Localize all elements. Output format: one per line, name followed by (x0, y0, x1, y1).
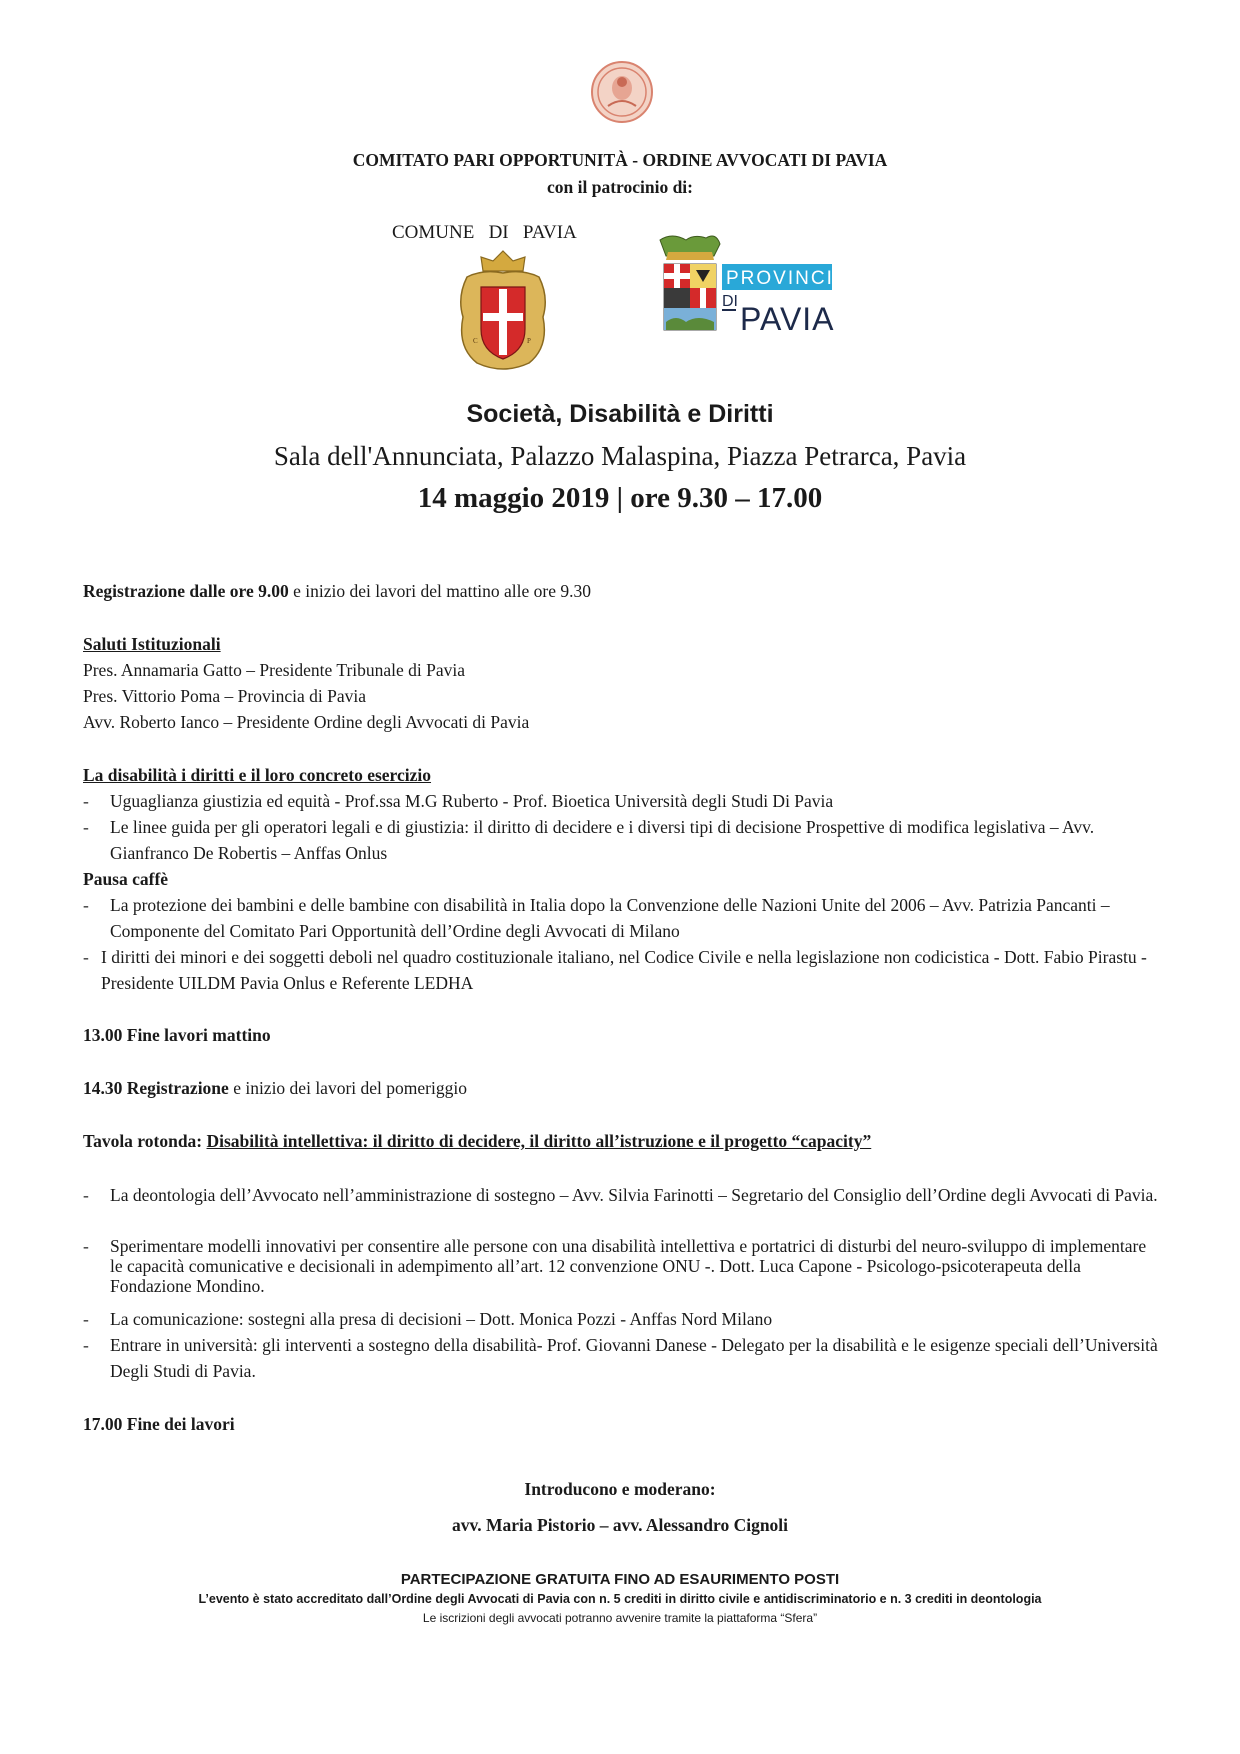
program-item: - Le linee guida per gli operatori legali e di giustizia: il diritto di decidere e i diversi tipi di decisione Prospettive di modifica legislativa – Avv. Gianfranco De Robertis – Anffas Onlus (83, 817, 1095, 863)
program-item: - Sperimentare modelli innovativi per consentire alle persone con una disabilità intellettiva e portatrici di disturbi del neuro-sviluppo di implementare le capacità comunicative e decisionali in adempimento all’art. 12 convenzione ONU -. Dott. Luca Capone - Psicologo-psicoterapeuta della Fondazione Mondino. (83, 1236, 1147, 1296)
coffee-break: Pausa caffè (83, 869, 169, 889)
program-item: - La protezione dei bambini e delle bambine con disabilità in Italia dopo la Convenzione delle Nazioni Unite del 2006 – Avv. Patrizia Pancanti – Componente del Comitato Pari Opportunità dell’Ordine degli Avvocati di Milano (83, 895, 1110, 941)
provincia-text: PROVINCIA (726, 268, 849, 289)
program-item: - La deontologia dell’Avvocato nell’amministrazione di sostegno – Avv. Silvia Farinotti – Segretario del Consiglio dell’Ordine degli Avvocati di Pavia. (83, 1185, 1158, 1205)
svg-text:P: P (527, 337, 531, 345)
greeting-item: Pres. Vittorio Poma – Provincia di Pavia (83, 686, 366, 706)
program-item: - Uguaglianza giustizia ed equità - Prof.ssa M.G Ruberto - Prof. Bioetica Università degli Studi Di Pavia (83, 791, 834, 811)
greetings-heading: Saluti Istituzionali (83, 634, 221, 654)
svg-text:PAVIA: PAVIA (740, 301, 835, 337)
program-item: - La comunicazione: sostegni alla presa di decisioni – Dott. Monica Pozzi - Anffas Nord Milano (83, 1309, 773, 1329)
comune-label: COMUNE DI PAVIA (392, 222, 577, 243)
greeting-item: Avv. Roberto Ianco – Presidente Ordine degli Avvocati di Pavia (83, 712, 530, 732)
morning-registration-bold: Registrazione dalle ore 9.00 (83, 581, 289, 601)
provincia-pavia-logo (654, 234, 849, 338)
accreditation-note: L’evento è stato accreditato dall’Ordine degli Avvocati di Pavia con n. 5 crediti in diritto civile e antidiscriminatorio e n. 3 crediti in deontologia (198, 1592, 1042, 1606)
afternoon-end: 17.00 Fine dei lavori (83, 1414, 235, 1434)
program-item: - I diritti dei minori e dei soggetti deboli nel quadro costituzionale italiano, nel Codice Civile e nella legislazione non codicistica - Dott. Fabio Pirastu - Presidente UILDM Pavia Onlus e Referente LEDHA (83, 947, 1147, 993)
moderators-names: avv. Maria Pistorio – avv. Alessandro Cignoli (451, 1515, 789, 1535)
round-table-heading (83, 1128, 871, 1154)
registration-note: Le iscrizioni degli avvocati potranno avvenire tramite la piattaforma “Sfera” (422, 1611, 818, 1625)
round-table-title: Disabilità intellettiva: il diritto di decidere, il diritto all’istruzione e il progetto “capacity” (206, 1131, 872, 1151)
svg-text:C: C (473, 337, 478, 345)
event-venue: Sala dell'Annunciata, Palazzo Malaspina, Piazza Petrarca, Pavia (273, 441, 967, 471)
afternoon-registration-bold: 14.30 Registrazione (83, 1078, 229, 1098)
patronage-label: con il patrocinio di: (546, 177, 693, 197)
comune-pavia-crest-icon (453, 247, 553, 375)
free-participation: PARTECIPAZIONE GRATUITA FINO AD ESAURIMENTO POSTI (400, 1571, 840, 1588)
morning-registration-rest: e inizio dei lavori del mattino alle ore 9.30 (288, 581, 592, 601)
event-title: Società, Disabilità e Diritti (466, 400, 774, 428)
session-heading: La disabilità i diritti e il loro concreto esercizio (83, 765, 432, 785)
event-datetime: 14 maggio 2019 | ore 9.30 – 17.00 (417, 482, 823, 514)
moderators-heading: Introducono e moderano: (524, 1479, 716, 1499)
greeting-item: Pres. Annamaria Gatto – Presidente Tribunale di Pavia (83, 660, 466, 680)
morning-registration (83, 578, 591, 604)
svg-text:DI: DI (722, 293, 738, 310)
round-table-label: Tavola rotonda: (83, 1131, 207, 1151)
program-item: - Entrare in università: gli interventi a sostegno della disabilità- Prof. Giovanni Danese - Delegato per la disabilità e le esigenze speciali dell’Università Degli Studi di Pavia. (83, 1335, 1158, 1381)
afternoon-registration (83, 1075, 467, 1101)
afternoon-registration-rest: e inizio dei lavori del pomeriggio (228, 1078, 467, 1098)
morning-end: 13.00 Fine lavori mattino (83, 1025, 271, 1045)
committee-title: COMITATO PARI OPPORTUNITÀ - ORDINE AVVOCATI DI PAVIA (352, 150, 888, 170)
order-seal-icon (590, 60, 654, 124)
